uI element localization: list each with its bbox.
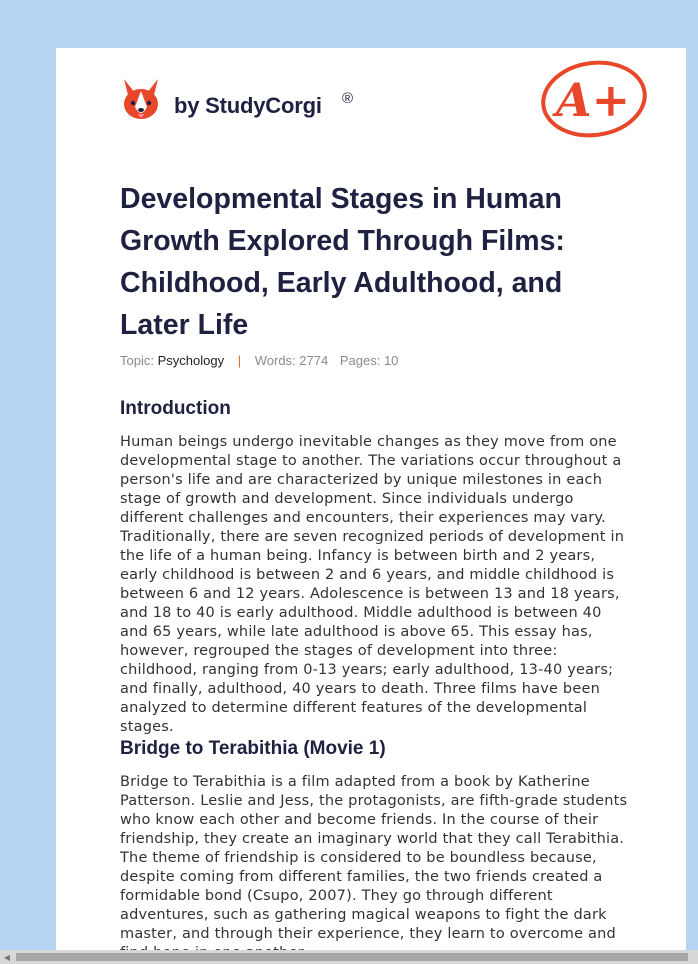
words-label: Words:: [254, 353, 296, 368]
document-meta: [120, 353, 398, 368]
words-value: 2774: [299, 353, 329, 368]
section-body-bridge-to-terabithia: Bridge to Terabithia is a film adapted from a book by Katherine Patterson. Leslie and Jess, the protagonists, are fifth-grade students who know each other and become friends. In the course of their friendship, they create an imaginary world that they call Terabithia. The theme of friendship is considered to be boundless because, despite coming from different families, the two friends created a formidable bond (Csupo, 2007). They go through different adventures, such as gathering magical weapons to fight the dark master, and through their experience, they learn to overcome and: [120, 774, 628, 942]
scrollbar-thumb[interactable]: [16, 953, 688, 961]
topic-link[interactable]: Psychology: [157, 353, 225, 368]
studycorgi-logo[interactable]: [120, 76, 322, 124]
corgi-icon: [120, 77, 162, 123]
registered-mark: ®: [342, 90, 354, 107]
badge-text: A+: [555, 73, 631, 127]
horizontal-scrollbar[interactable]: [0, 950, 698, 964]
page-title: Developmental Stages in Human Growth Explored Through Films: Childhood, Early Adulthood, and Later Life: [120, 183, 565, 341]
pages-value: 10: [383, 353, 399, 368]
scroll-left-arrow-icon[interactable]: ◀: [3, 952, 11, 962]
a-plus-badge-icon: [538, 58, 650, 140]
brand-name: by StudyCorgi: [174, 93, 322, 118]
section-heading-bridge-to-terabithia: Bridge to Terabithia (Movie 1): [120, 738, 386, 759]
topic-label: Topic:: [120, 353, 154, 368]
pages-label: Pages:: [339, 353, 381, 368]
document-page: [56, 48, 686, 950]
section-body-introduction: Human beings undergo inevitable changes as they move from one developmental stage to another. The variations occur throughout a person's life and are characterized by unique milestones in each stage of growth and development. Since individuals undergo different challenges and encounters, their experiences may vary. Traditionally, there are seven recognized periods of development in the life of a human being. Infancy is between birth and 2 years, early childhood is between 2 and 6 years, and middle childhood is between 6 and 12 years. Adolescence is between 13 and 18 years, and 18 to 40 is early adulthood. Middle adulthood is between 40 and 65 years, while late adulthood is above 65. This essay has, however, regrouped the stages of development into three: childhood, ranging from 0-13 years; early adulthood, 13-40 years; and finally, adulthood, 40 years to death. Three films have been analyzed to determine different features of the developmental stages.: [120, 434, 625, 735]
section-heading-introduction: Introduction: [120, 398, 231, 419]
meta-separator: |: [237, 353, 242, 368]
